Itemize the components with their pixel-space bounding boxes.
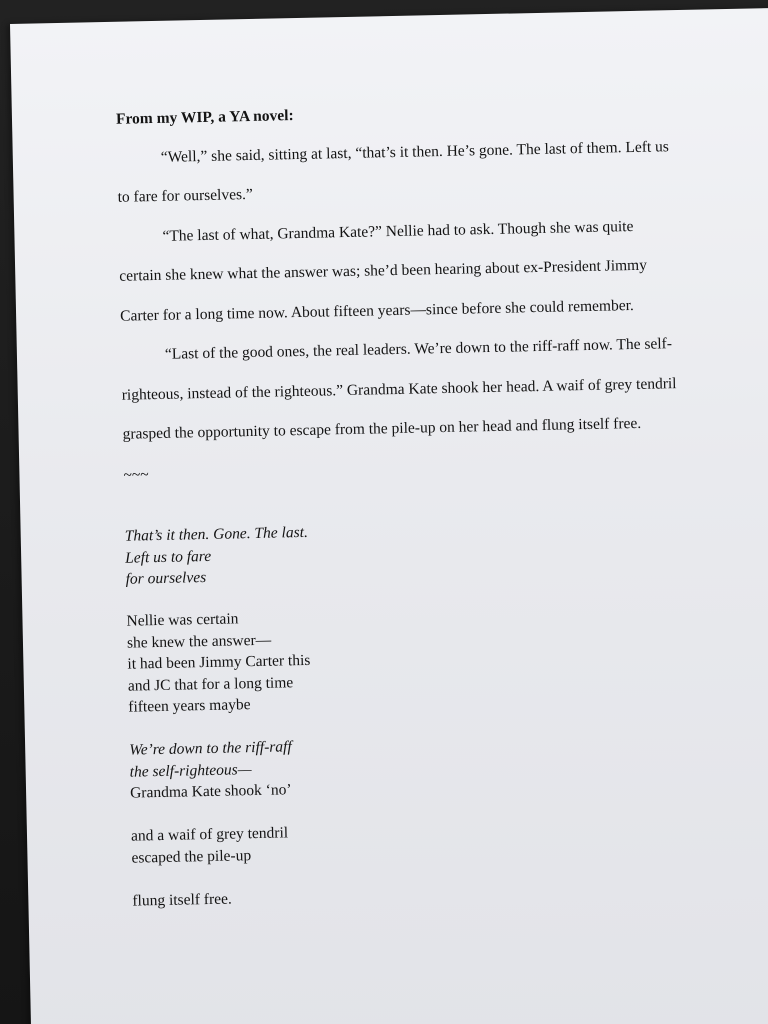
poem-stanza <box>131 822 289 868</box>
poem-stanza <box>126 607 311 718</box>
poem-line: she knew the answer— <box>126 631 272 652</box>
prose-line: “The last of what, Grandma Kate?” Nellie had to ask. Though she was quite <box>162 217 634 245</box>
prose-line: grasped the opportunity to escape from the pile-up on her head and flung itself free. <box>122 414 642 443</box>
poem-stanza <box>129 736 293 804</box>
section-separator: ~~~ <box>123 466 149 484</box>
prose-line: to fare for ourselves.” <box>117 185 253 206</box>
poem-stanza <box>132 889 232 913</box>
poem-line: flung itself free. <box>132 890 232 910</box>
prose-line: “Well,” she said, sitting at last, “that’s it then. He’s gone. The last of them. Left us <box>160 138 670 166</box>
poem-line: escaped the pile-up <box>131 846 252 867</box>
poem-line: Nellie was certain <box>126 610 239 630</box>
poem-line: for ourselves <box>125 569 207 588</box>
poem-line: Grandma Kate shook ‘no’ <box>129 781 292 802</box>
poem-line: and a waif of grey tendril <box>130 824 289 845</box>
prose-line: “Last of the good ones, the real leaders. We’re down to the riff-raff now. The self- <box>164 335 673 363</box>
poem-line: That’s it then. Gone. The last. <box>124 523 309 545</box>
poem-stanza <box>125 522 309 590</box>
prose-line: righteous, instead of the righteous.” Grandma Kate shook her head. A waif of grey tendril <box>121 375 677 404</box>
poem-line: it had been Jimmy Carter this <box>127 651 311 673</box>
poem-line: Left us to fare <box>125 547 212 567</box>
poem-line: the self-righteous— <box>129 760 252 781</box>
paper-sheet <box>10 8 768 1024</box>
prose-line: certain she knew what the answer was; she’d been hearing about ex-President Jimmy <box>119 256 648 285</box>
poem-line: and JC that for a long time <box>127 673 294 695</box>
prose-line: Carter for a long time now. About fifteen years—since before she could remember. <box>119 296 634 325</box>
document-heading: From my WIP, a YA novel: <box>115 107 294 128</box>
poem-line: fifteen years maybe <box>128 696 251 716</box>
poem-line: We’re down to the riff-raff <box>129 738 292 759</box>
